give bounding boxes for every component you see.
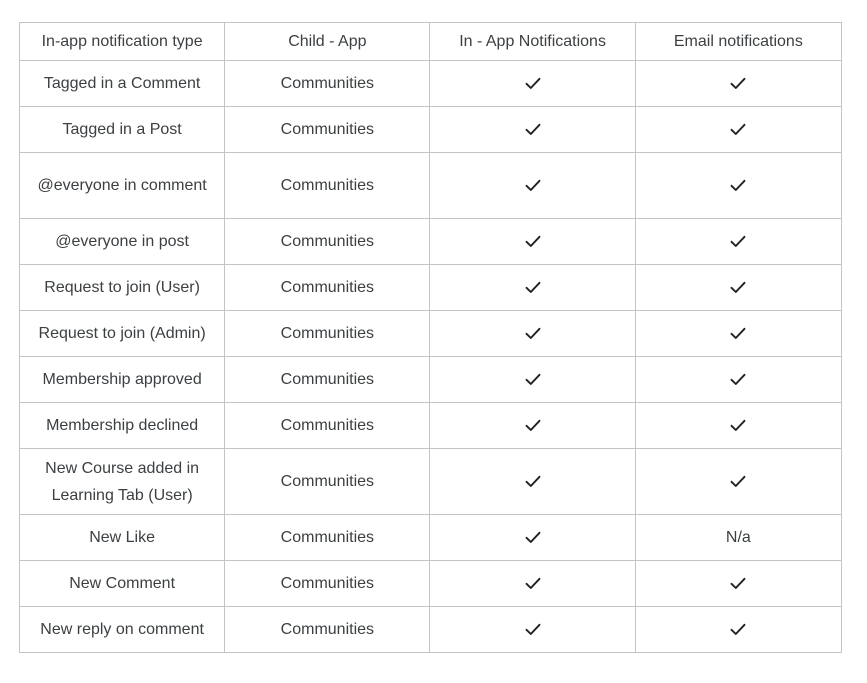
check-icon (525, 531, 541, 544)
in-app-cell (430, 403, 635, 449)
table-row (20, 357, 842, 403)
notification-type-cell: New Comment (20, 561, 225, 607)
table-row (20, 515, 842, 561)
email-cell (635, 219, 841, 265)
child-app-cell: Communities (225, 607, 430, 653)
check-icon (730, 475, 746, 488)
in-app-cell (430, 61, 635, 107)
table-row (20, 107, 842, 153)
check-icon (525, 577, 541, 590)
table-row (20, 449, 842, 515)
in-app-cell (430, 515, 635, 561)
in-app-cell (430, 265, 635, 311)
email-cell (635, 311, 841, 357)
check-icon (525, 475, 541, 488)
notification-type-cell: New reply on comment (20, 607, 225, 653)
check-icon (525, 623, 541, 636)
check-icon (730, 623, 746, 636)
table-row (20, 607, 842, 653)
child-app-cell: Communities (225, 357, 430, 403)
in-app-cell (430, 357, 635, 403)
table-row (20, 403, 842, 449)
table-row (20, 311, 842, 357)
email-cell (635, 107, 841, 153)
notification-type-cell: Tagged in a Post (20, 107, 225, 153)
notification-type-cell: Tagged in a Comment (20, 61, 225, 107)
email-cell (635, 153, 841, 219)
table-row (20, 265, 842, 311)
child-app-cell: Communities (225, 61, 430, 107)
header-child-app: Child - App (225, 23, 430, 61)
check-icon (525, 77, 541, 90)
email-cell (635, 61, 841, 107)
email-cell (635, 515, 841, 561)
notification-type-cell: New Like (20, 515, 225, 561)
check-icon (730, 179, 746, 192)
check-icon (525, 235, 541, 248)
child-app-cell: Communities (225, 219, 430, 265)
header-in-app-notifications: In - App Notifications (430, 23, 635, 61)
na-text: N/a (725, 529, 751, 546)
child-app-cell: Communities (225, 515, 430, 561)
in-app-cell (430, 107, 635, 153)
header-notification-type: In-app notification type (20, 23, 225, 61)
check-icon (525, 373, 541, 386)
check-icon (525, 123, 541, 136)
notification-type-cell: Membership approved (20, 357, 225, 403)
notification-type-cell: Request to join (User) (20, 265, 225, 311)
table-row (20, 561, 842, 607)
check-icon (730, 235, 746, 248)
check-icon (730, 419, 746, 432)
in-app-cell (430, 153, 635, 219)
table-row (20, 219, 842, 265)
check-icon (525, 179, 541, 192)
in-app-cell (430, 219, 635, 265)
table-header-row (20, 23, 842, 61)
child-app-cell: Communities (225, 153, 430, 219)
header-email-notifications: Email notifications (635, 23, 841, 61)
check-icon (730, 123, 746, 136)
notification-type-cell: @everyone in comment (20, 153, 225, 219)
notification-type-cell: Request to join (Admin) (20, 311, 225, 357)
email-cell (635, 265, 841, 311)
check-icon (525, 419, 541, 432)
in-app-cell (430, 311, 635, 357)
in-app-cell (430, 607, 635, 653)
notification-type-cell: New Course added in Learning Tab (User) (20, 449, 225, 515)
notification-type-cell: @everyone in post (20, 219, 225, 265)
child-app-cell: Communities (225, 107, 430, 153)
check-icon (730, 77, 746, 90)
child-app-cell: Communities (225, 311, 430, 357)
email-cell (635, 403, 841, 449)
child-app-cell: Communities (225, 265, 430, 311)
email-cell (635, 607, 841, 653)
email-cell (635, 561, 841, 607)
check-icon (730, 577, 746, 590)
notification-type-cell: Membership declined (20, 403, 225, 449)
check-icon (730, 281, 746, 294)
check-icon (525, 327, 541, 340)
check-icon (730, 327, 746, 340)
child-app-cell: Communities (225, 403, 430, 449)
notification-table (19, 22, 842, 653)
child-app-cell: Communities (225, 561, 430, 607)
table-row (20, 61, 842, 107)
child-app-cell: Communities (225, 449, 430, 515)
email-cell (635, 357, 841, 403)
email-cell (635, 449, 841, 515)
check-icon (525, 281, 541, 294)
check-icon (730, 373, 746, 386)
table-row (20, 153, 842, 219)
in-app-cell (430, 449, 635, 515)
in-app-cell (430, 561, 635, 607)
